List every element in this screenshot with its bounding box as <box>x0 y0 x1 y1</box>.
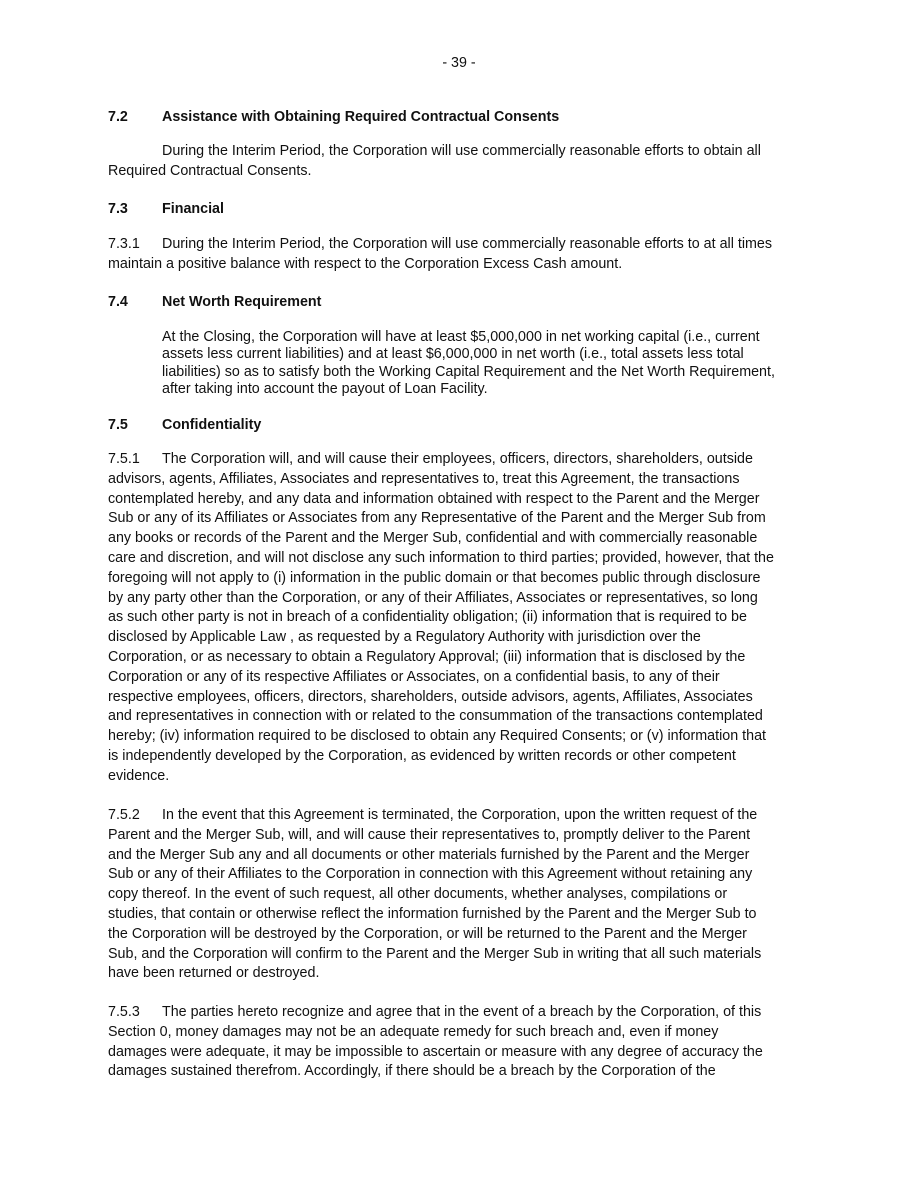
paragraph-line <box>108 549 774 569</box>
paragraph-line <box>108 235 772 255</box>
section-title: Financial <box>162 201 224 217</box>
line-text: liabilities) so as to satisfy both the Working Capital Requirement and the Net Worth Requirement, <box>162 363 775 380</box>
paragraph-line <box>108 529 774 549</box>
line-text: hereby; (iv) information required to be disclosed to obtain any Required Consents; or (v) information that <box>108 728 766 745</box>
line-text: The Corporation will, and will cause their employees, officers, directors, shareholders, outside <box>162 451 753 467</box>
paragraph-line <box>108 1043 763 1063</box>
paragraph-line <box>108 668 774 688</box>
paragraph-line <box>108 589 774 609</box>
paragraph-number: 7.5.2 <box>108 807 140 823</box>
paragraph-line <box>108 865 761 885</box>
section-heading-7-3 <box>108 199 224 219</box>
line-text: disclosed by Applicable Law , as requested by a Regulatory Authority with jurisdiction over the <box>108 629 701 646</box>
paragraph-line <box>108 162 761 182</box>
paragraph-line <box>108 727 774 747</box>
line-text: and representatives in connection with or related to the consummation of the transactions contemplated <box>108 708 763 725</box>
line-text: have been returned or destroyed. <box>108 965 320 982</box>
line-text: contemplated hereby, and any data and information obtained with respect to the Parent and the Merger <box>108 490 760 507</box>
line-text: advisors, agents, Affiliates, Associates and representatives to, treat this Agreement, the transactions <box>108 470 740 487</box>
paragraph-line <box>108 569 774 589</box>
line-text: During the Interim Period, the Corporation will use commercially reasonable efforts to obtain all <box>162 143 761 159</box>
section-heading-7-4 <box>108 292 322 312</box>
line-text: Section 0, money damages may not be an adequate remedy for such breach and, even if money <box>108 1023 719 1040</box>
paragraph-line <box>108 707 774 727</box>
line-text: copy thereof. In the event of such request, all other documents, whether analyses, compilations or <box>108 886 728 903</box>
section-heading-7-5 <box>108 415 262 435</box>
paragraph-line <box>108 767 774 787</box>
paragraph-line <box>162 329 775 346</box>
paragraph-7-4 <box>162 329 775 399</box>
paragraph-number: 7.5.1 <box>108 451 140 467</box>
paragraph-line <box>108 142 761 162</box>
paragraph-7-5-3 <box>108 1003 763 1082</box>
line-text: Corporation or any of its respective Affiliates or Associates, on a confidential basis, to any of their <box>108 668 720 685</box>
line-text: studies, that contain or otherwise reflect the information furnished by the Parent and the Merger Sub to <box>108 905 757 922</box>
paragraph-line <box>108 747 774 767</box>
line-text: In the event that this Agreement is terminated, the Corporation, upon the written request of the <box>162 807 758 823</box>
section-title: Assistance with Obtaining Required Contractual Consents <box>162 109 560 125</box>
paragraph-line <box>108 1023 763 1043</box>
line-text: as such other party is not in breach of a confidentiality obligation; (ii) information that is required to be <box>108 609 747 626</box>
paragraph-line <box>108 255 772 275</box>
paragraph-number: 7.3.1 <box>108 236 140 252</box>
paragraph-7-5-1 <box>108 450 774 787</box>
line-text: by any party other than the Corporation, or any of their Affiliates, Associates or representatives, so long <box>108 589 758 606</box>
paragraph-7-3-1 <box>108 235 772 275</box>
paragraph-line <box>108 1062 763 1082</box>
paragraph-line <box>108 806 761 826</box>
paragraph-line <box>108 846 761 866</box>
page-number: - 39 - <box>442 55 476 71</box>
paragraph-line <box>108 688 774 708</box>
paragraph-line <box>108 608 774 628</box>
paragraph-line <box>108 648 774 668</box>
line-text: after taking into account the payout of Loan Facility. <box>162 381 488 398</box>
paragraph-line <box>108 885 761 905</box>
section-title: Net Worth Requirement <box>162 294 322 310</box>
line-text: the Corporation will be destroyed by the Corporation, or will be returned to the Parent and the Merger <box>108 925 747 942</box>
line-text: Corporation, or as necessary to obtain a Regulatory Approval; (iii) information that is disclosed by the <box>108 648 746 665</box>
paragraph-number: 7.5.3 <box>108 1004 140 1020</box>
section-number: 7.4 <box>108 294 128 310</box>
line-text: Sub, and the Corporation will confirm to the Parent and the Merger Sub in writing that all such materials <box>108 945 762 962</box>
line-text: At the Closing, the Corporation will have at least $5,000,000 in net working capital (i.e., current <box>162 329 760 345</box>
line-text: Sub or any of its Affiliates or Associates from any Representative of the Parent and the Merger Sub from <box>108 510 766 527</box>
paragraph-7-2 <box>108 142 761 182</box>
section-title: Confidentiality <box>162 417 262 433</box>
paragraph-line <box>108 945 761 965</box>
line-text: care and discretion, and will not disclose any such information to third parties; provided, however, that the <box>108 549 774 566</box>
paragraph-line <box>108 925 761 945</box>
line-text: During the Interim Period, the Corporation will use commercially reasonable efforts to at all times <box>162 236 773 252</box>
paragraph-line <box>108 628 774 648</box>
paragraph-line <box>108 509 774 529</box>
line-text: damages were adequate, it may be impossible to ascertain or measure with any degree of accuracy the <box>108 1043 763 1060</box>
line-text: assets less current liabilities) and at least $6,000,000 in net worth (i.e., total assets less total <box>162 346 744 363</box>
line-text: Sub or any of their Affiliates to the Corporation in connection with this Agreement without retaining any <box>108 866 753 883</box>
section-number: 7.3 <box>108 201 128 217</box>
line-text: Required Contractual Consents. <box>108 162 312 179</box>
paragraph-line <box>162 381 775 398</box>
section-number: 7.2 <box>108 109 128 125</box>
line-text: and the Merger Sub any and all documents or other materials furnished by the Parent and the Merger <box>108 846 750 863</box>
line-text: Parent and the Merger Sub, will, and will cause their representatives to, promptly deliver to the Parent <box>108 826 751 843</box>
paragraph-line <box>108 490 774 510</box>
paragraph-line <box>108 470 774 490</box>
paragraph-line <box>162 346 775 363</box>
line-text: maintain a positive balance with respect to the Corporation Excess Cash amount. <box>108 255 623 272</box>
line-text: any books or records of the Parent and the Merger Sub, confidential and with commercially reasonable <box>108 530 758 547</box>
paragraph-line <box>108 450 774 470</box>
section-heading-7-2 <box>108 107 560 127</box>
line-text: respective employees, officers, directors, shareholders, outside advisors, agents, Affiliates, Associates <box>108 688 753 705</box>
line-text: is independently developed by the Corporation, as evidenced by written records or other competent <box>108 747 736 764</box>
section-number: 7.5 <box>108 417 128 433</box>
paragraph-line <box>162 364 775 381</box>
line-text: foregoing will not apply to (i) information in the public domain or that becomes public through disclosure <box>108 569 761 586</box>
paragraph-line <box>108 964 761 984</box>
line-text: damages sustained therefrom. Accordingly, if there should be a breach by the Corporation of the <box>108 1063 716 1080</box>
paragraph-line <box>108 1003 763 1023</box>
line-text: The parties hereto recognize and agree that in the event of a breach by the Corporation, of this <box>162 1004 762 1020</box>
paragraph-line <box>108 905 761 925</box>
line-text: evidence. <box>108 767 170 784</box>
paragraph-line <box>108 826 761 846</box>
paragraph-7-5-2 <box>108 806 761 984</box>
